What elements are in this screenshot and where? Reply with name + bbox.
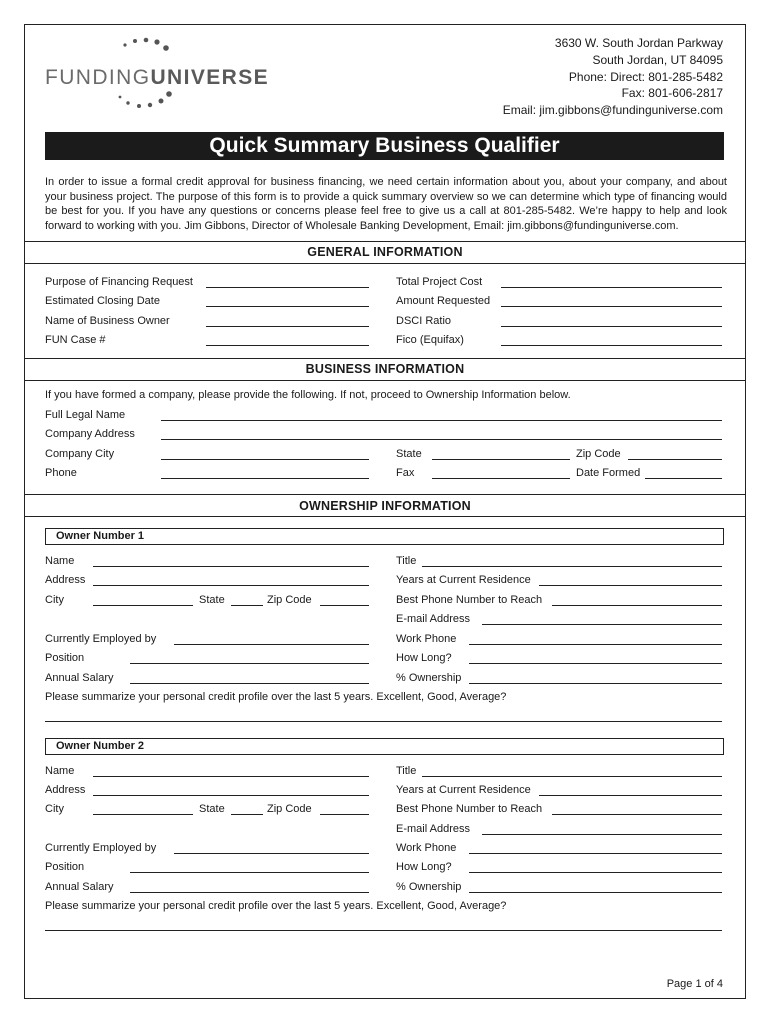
closing-date-field[interactable] — [206, 306, 369, 307]
owner-name-field[interactable] — [206, 326, 369, 327]
owner-2-best-phone-field[interactable] — [552, 814, 722, 815]
owner-2-years-field[interactable] — [539, 795, 722, 796]
company-phone-field[interactable] — [161, 478, 369, 479]
owner-2-salary-field[interactable] — [130, 892, 369, 893]
page-number: Page 1 of 4 — [666, 978, 723, 990]
owner-1-years-field[interactable] — [539, 585, 722, 586]
owner-2-how-long-field[interactable] — [469, 872, 722, 873]
dsci-ratio-field[interactable] — [501, 326, 722, 327]
owner-1-zip-field[interactable] — [320, 605, 369, 606]
fico-field[interactable] — [501, 345, 722, 346]
owner-2-city-field[interactable] — [93, 814, 193, 815]
owner-2-employer-field[interactable] — [174, 853, 369, 854]
date-formed-field[interactable] — [645, 478, 722, 479]
owner-1-how-long-field[interactable] — [469, 663, 722, 664]
owner-2-credit-summary-field[interactable] — [45, 930, 722, 931]
owner-2-name-field[interactable] — [93, 776, 369, 777]
owner-1-best-phone-field[interactable] — [552, 605, 722, 606]
owner-1-state-field[interactable] — [231, 605, 263, 606]
general-heading: GENERAL INFORMATION — [307, 245, 463, 259]
owner-2-header: Owner Number 2 — [45, 738, 724, 755]
business-heading: BUSINESS INFORMATION — [305, 362, 465, 376]
contact-address: 3630 W. South Jordan Parkway South Jordan, UT 84095 Phone: Direct: 801-285-5482 Fax: 801-606-2817 Email: jim.gibbons@fundinguniverse.com — [502, 36, 723, 118]
owner-1-city-field[interactable] — [93, 605, 193, 606]
company-city-field[interactable] — [161, 459, 369, 460]
owner-1-header: Owner Number 1 — [45, 528, 724, 545]
owner-2-work-phone-field[interactable] — [469, 853, 722, 854]
purpose-field[interactable] — [206, 287, 369, 288]
owner-1-email-field[interactable] — [482, 624, 722, 625]
intro-paragraph: In order to issue a formal credit approval for business financing, we need certain information about you, about your company, and about your business project. The purpose of this form is to provide a quick summary overview so we can determine which type of financing would be best for you. If you have any questions or concerns please feel free to give us a call at 801-285-5482. We’re happy to help and look forward to working with you. Jim Gibbons, Director of Wholesale Banking Development, Email: jim.gibbons@fundinguniverse.com. — [45, 176, 727, 232]
logo-wordmark: FUNDINGUNIVERSE — [45, 66, 270, 89]
fun-case-field[interactable] — [206, 345, 369, 346]
form-page: FUNDINGUNIVERSE 3630 W. South Jordan Parkway South Jordan, UT 84095 Phone: Direct: 801-285-5482 Fax: 801-606-2817 Email: jim.gibbons@fundinguniverse.com Quick Summary Business Qualifier In order to issue a formal credit approval for business financing, we need certain information about you, about your company, and about your business project. The purpose of this form is to provide a quick summary overview so we can determine which type of financing would be best for you. If you have any questions or concerns please feel free to give us a call at 801-285-5482. We’re happy to help and look forward to working with you. Jim Gibbons, Director of Wholesale Banking Development, Email: jim.gibbons@fundinguniverse.com. GENERAL INFORMATION Purpose of Financing Request Estimated Closing Date Name of Business Owner FUN Case # Total Project Cost Amount Requested DSCI Ratio Fico (Equifax) BUSINESS INFORMATION If you have formed a company, please provide the following. If not, proceed to Ownership Information below. Full Legal Name Company Address Company City Phone State Fax Zip Code Date Formed OWNERSHIP INFORMATION Owner Number 1 Name Address City State Zip Code Currently Employed by Position Annual Salary Title Years at Current Residence Best Phone Number to Reach E-mail Address Work Phone How Long? % Ownership Please summarize your personal credit profile over the last 5 years. Excellent, Good, Average? Owner Number 2 Name Address City State Zip Code Currently Employed by Position Annual Salary Title Years at Current Residence Best Phone Number to Reach E-mail Address Work Phone How Long? % Ownership Please summarize your personal credit profile over the last 5 years. Excellent, Good, Average? Page 1 of 4 — [24, 24, 746, 999]
owner-1-title-field[interactable] — [422, 566, 722, 567]
owner-1-name-field[interactable] — [93, 566, 369, 567]
company-address-field[interactable] — [161, 439, 722, 440]
owner-2-ownership-field[interactable] — [469, 892, 722, 893]
owner-2-zip-field[interactable] — [320, 814, 369, 815]
total-cost-field[interactable] — [501, 287, 722, 288]
company-fax-field[interactable] — [432, 478, 570, 479]
owner-2-address-field[interactable] — [93, 795, 369, 796]
owner-2-title-field[interactable] — [422, 776, 722, 777]
form-title: Quick Summary Business Qualifier — [45, 132, 724, 160]
owner-1-position-field[interactable] — [130, 663, 369, 664]
owner-1-address-field[interactable] — [93, 585, 369, 586]
owner-1-work-phone-field[interactable] — [469, 644, 722, 645]
owner-2-email-field[interactable] — [482, 834, 722, 835]
owner-1-salary-field[interactable] — [130, 683, 369, 684]
ownership-heading: OWNERSHIP INFORMATION — [299, 499, 471, 513]
owner-1-ownership-field[interactable] — [469, 683, 722, 684]
amount-requested-field[interactable] — [501, 306, 722, 307]
owner-1-employer-field[interactable] — [174, 644, 369, 645]
company-state-field[interactable] — [432, 459, 570, 460]
owner-2-position-field[interactable] — [130, 872, 369, 873]
company-zip-field[interactable] — [628, 459, 722, 460]
owner-1-credit-summary-field[interactable] — [45, 721, 722, 722]
owner-2-state-field[interactable] — [231, 814, 263, 815]
legal-name-field[interactable] — [161, 420, 722, 421]
